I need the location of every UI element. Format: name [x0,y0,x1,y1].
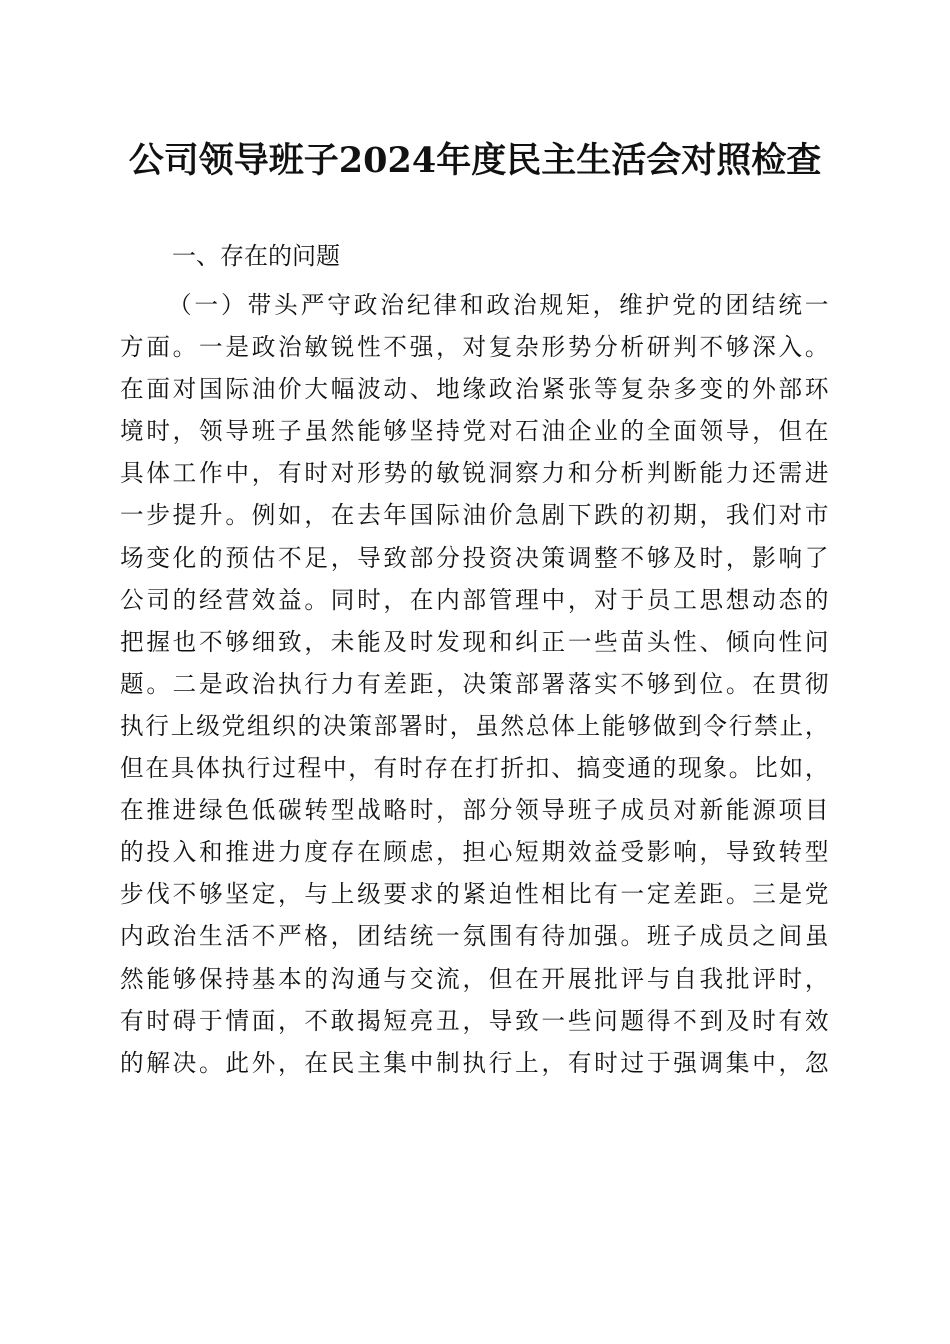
body-line: 具体工作中，有时对形势的敏锐洞察力和分析判断能力还需进 [120,459,830,488]
body-line: 在面对国际油价大幅波动、地缘政治紧张等复杂多变的外部环 [120,375,830,404]
body-line: 然能够保持基本的沟通与交流，但在开展批评与自我批评时， [120,964,830,993]
body-line: 执行上级党组织的决策部署时，虽然总体上能够做到令行禁止， [120,711,830,740]
section-heading: 一、存在的问题 [172,242,340,270]
body-line: 在推进绿色低碳转型战略时，部分领导班子成员对新能源项目 [120,796,830,825]
body-line: 一步提升。例如，在去年国际油价急剧下跌的初期，我们对市 [120,501,830,530]
body-line: 的投入和推进力度存在顾虑，担心短期效益受影响，导致转型 [120,838,830,867]
body-line: 有时碍于情面，不敢揭短亮丑，导致一些问题得不到及时有效 [120,1006,830,1035]
body-line: 把握也不够细致，未能及时发现和纠正一些苗头性、倾向性问 [120,627,830,656]
body-line: 题。二是政治执行力有差距，决策部署落实不够到位。在贯彻 [120,669,830,698]
body-line: 内政治生活不严格，团结统一氛围有待加强。班子成员之间虽 [120,922,830,951]
body-line: 方面。一是政治敏锐性不强，对复杂形势分析研判不够深入。 [120,333,830,362]
body-line: 境时，领导班子虽然能够坚持党对石油企业的全面领导，但在 [120,417,830,446]
body-line: 公司的经营效益。同时，在内部管理中，对于员工思想动态的 [120,585,830,614]
body-line: （一）带头严守政治纪律和政治规矩，维护党的团结统一 [168,291,830,319]
body-line: 但在具体执行过程中，有时存在打折扣、搞变通的现象。比如， [120,754,830,783]
document-title: 公司领导班子2024年度民主生活会对照检查 [128,140,822,181]
body-line: 的解决。此外，在民主集中制执行上，有时过于强调集中，忽 [120,1048,830,1077]
body-paragraph [120,284,830,1084]
body-line: 场变化的预估不足，导致部分投资决策调整不够及时，影响了 [120,543,830,572]
body-line: 步伐不够坚定，与上级要求的紧迫性相比有一定差距。三是党 [120,880,830,909]
